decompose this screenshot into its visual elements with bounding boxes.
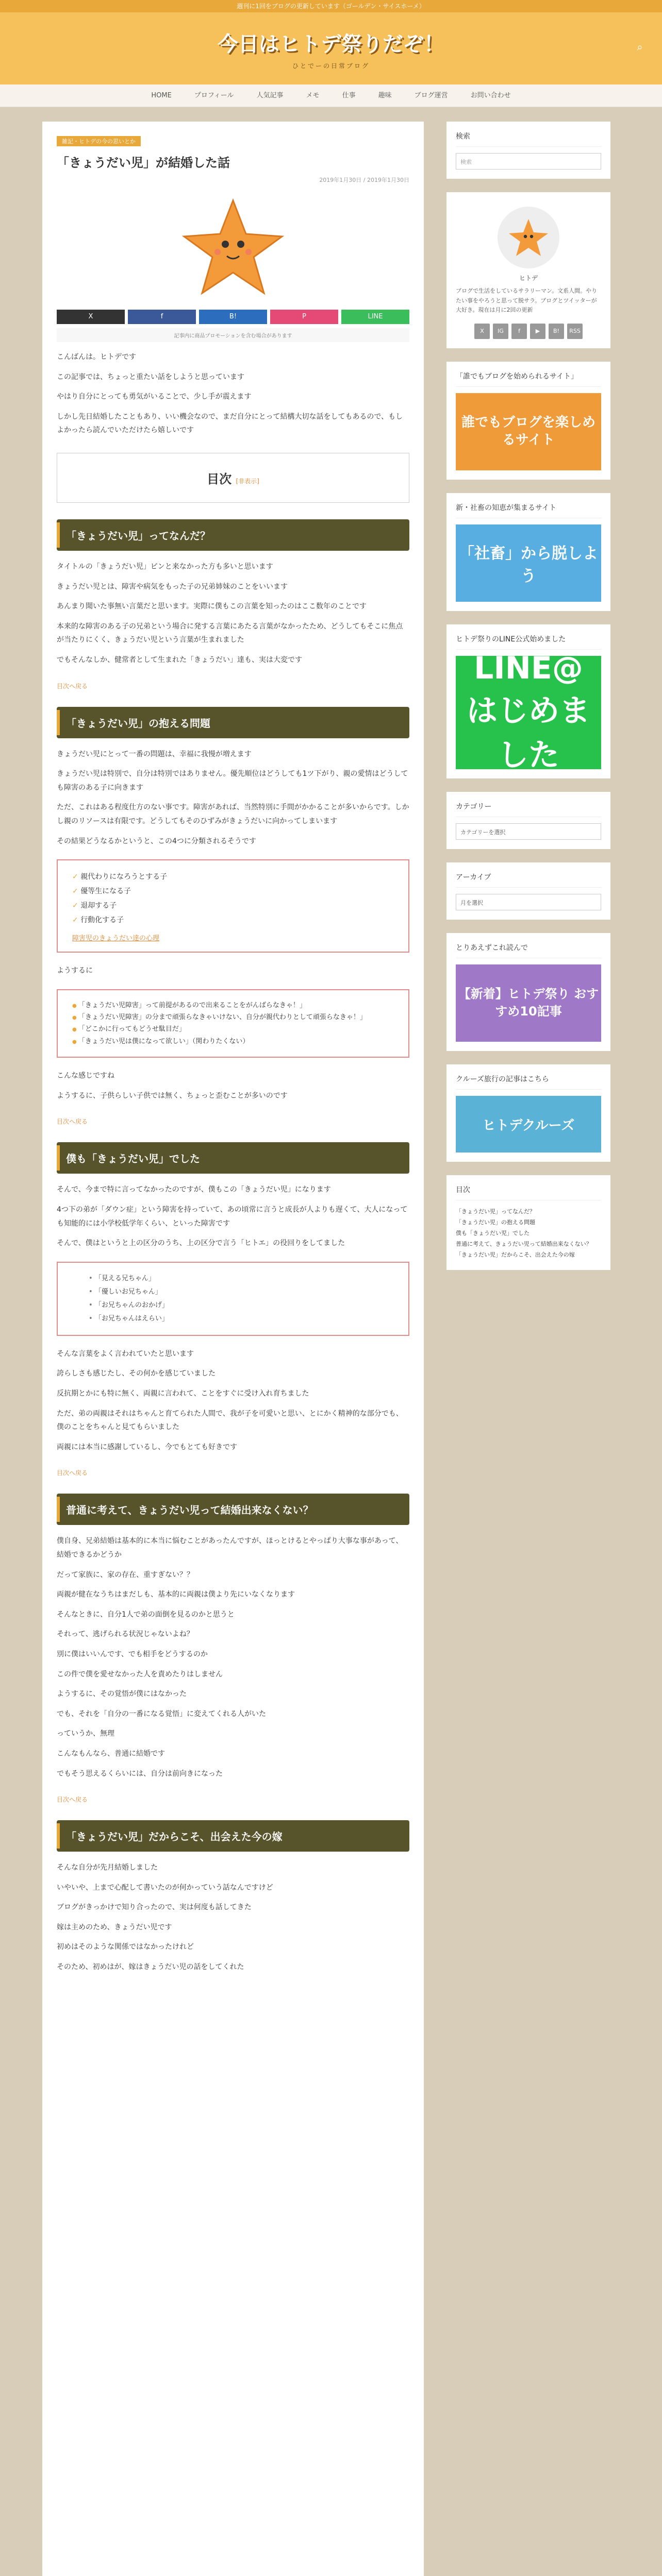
toc-title: 目次 [207, 471, 232, 486]
toc-item[interactable]: 「きょうだい児」だからこそ、出会えた今の嫁 [456, 1251, 575, 1258]
section-heading: 僕も「きょうだい児」でした [57, 1142, 409, 1174]
list-item: ✓ 行動化する子 [72, 913, 394, 927]
widget-title: 検索 [456, 131, 601, 147]
paragraph: そんな自分が先月結婚しました [57, 1863, 158, 1872]
paragraph: ようするに [57, 967, 93, 975]
paragraph: でも、それを「自分の一番になる覚悟」に変えてくれる人がいた [57, 1709, 266, 1718]
paragraph: 僕自身、兄弟結婚は基本的に本当に悩むことがあったんですが、ほっとけるとやっぱり大事な事があって、結婚できるかどうか [57, 1537, 403, 1559]
list-item: • 「お兄ちゃんはえらい」 [89, 1312, 377, 1326]
list-item: • 「お兄ちゃんのおかげ」 [89, 1299, 377, 1312]
paragraph: そのため、初めはが、嫁はきょうだい児の話をしてくれた [57, 1963, 244, 1972]
promo-widget [446, 1064, 610, 1162]
nav-home[interactable]: HOME [151, 92, 172, 99]
widget-title: 新・社畜の知恵が集まるサイト [456, 502, 601, 518]
widget-title: ヒトデ祭りのLINE公式始めました [456, 634, 601, 650]
article-main [42, 122, 424, 2576]
classification-box [57, 859, 409, 953]
starfish-avatar-icon [508, 217, 549, 258]
paragraph: この記事では、ちょっと重たい話をしようと思っています [57, 372, 244, 381]
paragraph: ただ、これはある程度仕方のない事です。障害があれば、当然特別に手間がかかることが多いからです。しかし親のリソースは有限です。どうしてもそのひずみがきょうだいに向かってしまいます [57, 803, 409, 825]
search-input[interactable]: 検索 [456, 153, 601, 170]
nav-contact[interactable]: お問い合わせ [470, 92, 511, 99]
source-link[interactable]: 障害児のきょうだい達の心理 [72, 935, 160, 943]
widget-title: カテゴリー [456, 801, 601, 817]
line-banner[interactable]: LINE@ はじめました [456, 656, 601, 769]
section-heading: 「きょうだい児」の抱える問題 [57, 707, 409, 738]
eyecatch-image [57, 190, 409, 303]
share-line-button[interactable]: LINE [341, 310, 409, 324]
paragraph: ブログがきっかけで知り合ったので、実は何度も話してきた [57, 1903, 252, 1912]
paragraph: この件で僕を愛せなかった人を責めたりはしません [57, 1670, 223, 1679]
paragraph: いやいや、上まで心配して書いたのが何かっていう話なんですけど [57, 1883, 273, 1892]
paragraph: 本来的な障害のある子の兄弟という場合に発する言葉にあたる言葉がなかったため、どうしてもそこに焦点が当たりにくく、きょうだい児という言葉が生まれました [57, 622, 403, 645]
list-item: ● 「きょうだい児は僕になって欲しい」（関わりたくない） [72, 1036, 394, 1047]
list-item: ● 「きょうだい児障害」って前提があるので出来ることをがんばらなきゃ！」 [72, 999, 394, 1011]
instagram-icon[interactable]: IG [493, 324, 508, 339]
paragraph: 初めはそのような関係ではなかったけれど [57, 1943, 194, 1952]
paragraph: その結果どうなるかというと、この4つに分類されるそうです [57, 837, 256, 845]
ad-notice: 記事内に商品プロモーションを含む場合があります [57, 328, 409, 342]
paragraph: そんなときに、自分1人で弟の面倒を見るのかと思うと [57, 1610, 235, 1619]
list-item: • 「優しいお兄ちゃん」 [89, 1285, 377, 1299]
archive-select[interactable]: 月を選択 [456, 894, 601, 910]
nav-work[interactable]: 仕事 [342, 92, 356, 99]
search-icon[interactable]: ⌕ [637, 41, 643, 53]
share-x-button[interactable]: X [57, 310, 125, 324]
cruise-banner[interactable]: ヒトデクルーズ [456, 1096, 601, 1153]
list-item: ● 「どこかに行ってもどうせ駄目だ」 [72, 1023, 394, 1035]
shachiku-banner[interactable]: 「社畜」から脱しよう [456, 524, 601, 602]
toc-item[interactable]: 「きょうだい児」ってなんだ？ [456, 1208, 535, 1215]
recommend-banner[interactable]: 【新着】ヒトデ祭り おすすめ10記事 [456, 964, 601, 1042]
section-heading: 「きょうだい児」だからこそ、出会えた今の嫁 [57, 1820, 409, 1852]
logo-subtitle: ひとでーの日常ブログ [292, 62, 370, 70]
share-facebook-button[interactable]: f [128, 310, 196, 324]
back-to-toc-link[interactable]: 目次へ戻る [57, 1796, 88, 1804]
archive-widget [446, 862, 610, 920]
paragraph: っていうか、無理 [57, 1730, 114, 1738]
starfish-mascot-icon [181, 195, 285, 298]
article-title: 「きょうだい児」が結婚した話 [57, 156, 230, 170]
list-item: ✓ 優等生になる子 [72, 884, 394, 899]
global-nav [0, 84, 662, 107]
paragraph: こんばんは。ヒトデです [57, 353, 136, 361]
nav-profile[interactable]: プロフィール [194, 92, 234, 99]
toc-toggle[interactable]: [非表示] [236, 477, 259, 485]
paragraph: 別に僕はいいんです、でも相手をどうするのか [57, 1650, 208, 1658]
profile-name: ヒトデ [519, 275, 538, 282]
nav-memo[interactable]: メモ [306, 92, 320, 99]
paragraph: きょうだい児は特別で、自分は特別ではありません。優先順位はどうしても1ツ下がり、親の愛情はどうしても障害のある子に向きます [57, 770, 408, 792]
nav-hobby[interactable]: 趣味 [378, 92, 392, 99]
list-item: • 「見える兄ちゃん」 [89, 1272, 377, 1285]
paragraph: 誇らしさも感じたし、その何かを感じていました [57, 1369, 216, 1378]
paragraph: そんで、今まで特に言ってなかったのですが、僕もこの「きょうだい児」になります [57, 1185, 331, 1194]
search-widget [446, 122, 610, 179]
paragraph: 両親が健在なうちはまだしも、基本的に両親は僕より先にいなくなります [57, 1590, 295, 1599]
paragraph: 4つ下の弟が「ダウン症」という障害を持っていて、あの頃常に言うと成長が人よりも遅くて、大人になっても知能的には小学校低学年くらい、といった障害です [57, 1206, 408, 1228]
article-dates: 2019年1月30日 / 2019年1月30日 [319, 177, 409, 183]
category-badge[interactable]: 雑記・ヒトデの今の思いとか [57, 136, 141, 146]
site-logo[interactable] [0, 12, 662, 70]
back-to-toc-link[interactable]: 目次へ戻る [57, 682, 88, 690]
section-heading: 「きょうだい児」ってなんだ？ [57, 519, 409, 551]
paragraph: きょうだい児とは、障害や病気をもった子の兄弟姉妹のことをいいます [57, 582, 288, 591]
category-widget [446, 792, 610, 849]
blog-start-banner[interactable]: 誰でもブログを楽しめるサイト [456, 393, 601, 470]
paragraph: こんな感じですね [57, 1072, 114, 1080]
paragraph: こんなもんなら、普通に結婚です [57, 1749, 165, 1758]
line-widget [446, 624, 610, 778]
paragraph: ただ、弟の両親はそれはちゃんと育てられた人間で、我が子を可愛いと思い、とにかく精神的な部分でも、僕のことをちゃんと見てもらいました [57, 1409, 403, 1432]
list-item: ✓ 退却する子 [72, 899, 394, 913]
share-pocket-button[interactable]: P [270, 310, 338, 324]
nav-popular[interactable]: 人気記事 [256, 92, 284, 99]
sns-links [456, 324, 601, 339]
paragraph: だって家族に、家の存在、重すぎない？？ [57, 1570, 194, 1579]
profile-widget [446, 192, 610, 348]
facebook-icon[interactable]: f [511, 324, 527, 339]
widget-title: とりあえずこれ読んで [456, 942, 601, 958]
list-item: ✓ 親代わりになろうとする子 [72, 870, 394, 884]
paragraph: タイトルの「きょうだい児」ピンと来なかった方も多いと思います [57, 562, 273, 571]
list-item: ● 「きょうだい児障害」の分まで頑張らなきゃいけない、自分が親代わりとして頑張らなきゃ！」 [72, 1011, 394, 1023]
widget-title: 目次 [456, 1184, 601, 1200]
paragraph: でもそう思えるくらいには、自分は前向きになった [57, 1769, 223, 1778]
paragraph: あんまり聞いた事無い言葉だと思います。実際に僕もこの言葉を知ったのはここ数年のことです [57, 602, 367, 611]
paragraph: 両親には本当に感謝しているし、今でもとても好きです [57, 1443, 237, 1451]
paragraph: 反抗期とかにも特に無く、両親に言われて、ことをすぐに受け入れ育ちました [57, 1389, 309, 1398]
hatena-icon[interactable]: B! [549, 324, 564, 339]
avatar [498, 207, 559, 268]
back-to-toc-link[interactable]: 目次へ戻る [57, 1469, 88, 1477]
quote-box [57, 989, 409, 1058]
paragraph: それって、逃げられる状況じゃないよね？ [57, 1630, 194, 1639]
promo-widget [446, 493, 610, 611]
toc-item[interactable]: 僕も「きょうだい児」でした [456, 1229, 529, 1236]
nav-blog[interactable]: ブログ運営 [414, 92, 448, 99]
rss-icon[interactable]: RSS [567, 324, 583, 339]
sidebar-toc-widget [446, 1175, 610, 1269]
topbar-notice: 週刊に1回をブログの更新しています（ゴールデン・サイスホーメ） [0, 0, 662, 12]
paragraph: そんで、僕はというと上の区分のうち、上の区分で言う「ヒトエ」の役回りをしてました [57, 1239, 345, 1248]
paragraph: ようするに、子供らしい子供では無く、ちょっと歪むことが多いのです [57, 1091, 288, 1100]
youtube-icon[interactable]: ▶ [530, 324, 545, 339]
paragraph: やはり自分にとっても勇気がいることで、少し手が震えます [57, 393, 252, 401]
paragraph: そんな言葉をよく言われていたと思います [57, 1349, 194, 1358]
table-of-contents [57, 453, 409, 503]
back-to-toc-link[interactable]: 目次へ戻る [57, 1118, 88, 1126]
toc-item[interactable]: 普通に考えて、きょうだい児って結婚出来なくない？ [456, 1240, 592, 1247]
profile-text: ブログで生活をしているサラリーマン。文系人間。やりたい事をやろうと思って脱サラ。ブログとツイッターが大好き。現在は月に2回の更新 [456, 287, 598, 314]
widget-title: クルーズ旅行の記事はこちら [456, 1074, 601, 1090]
site-header [0, 12, 662, 84]
section-heading: 普通に考えて、きょうだい児って結婚出来なくない？ [57, 1494, 409, 1525]
category-select[interactable]: カテゴリーを選択 [456, 823, 601, 840]
share-buttons [57, 310, 409, 324]
promo-widget [446, 933, 610, 1051]
widget-title: アーカイブ [456, 872, 601, 888]
paragraph: 嫁は主めのため、きょうだい児です [57, 1923, 172, 1931]
paragraph: でもそんなしか、健常者として生まれた「きょうだい」達も、実は大変です [57, 655, 302, 664]
promo-widget [446, 362, 610, 480]
toc-item[interactable]: 「きょうだい児」の抱える問題 [456, 1218, 535, 1226]
sidebar [446, 122, 610, 2576]
words-box [57, 1262, 409, 1336]
share-hatena-button[interactable]: B! [199, 310, 267, 324]
paragraph: しかし先日結婚したこともあり、いい機会なので、まだ自分にとって結構大切な話をしてもあるので、もしよかったら読んでいただけたら嬉しいです [57, 412, 403, 435]
logo-title[interactable]: 今日はヒトデ祭りだぞ！ [218, 32, 444, 56]
paragraph: きょうだい児にとって一番の問題は、幸福に我慢が増えます [57, 750, 252, 758]
x-icon[interactable]: X [474, 324, 490, 339]
widget-title: 「誰でもブログを始められるサイト」 [456, 371, 601, 387]
paragraph: ようするに、その覚悟が僕にはなかった [57, 1690, 187, 1699]
